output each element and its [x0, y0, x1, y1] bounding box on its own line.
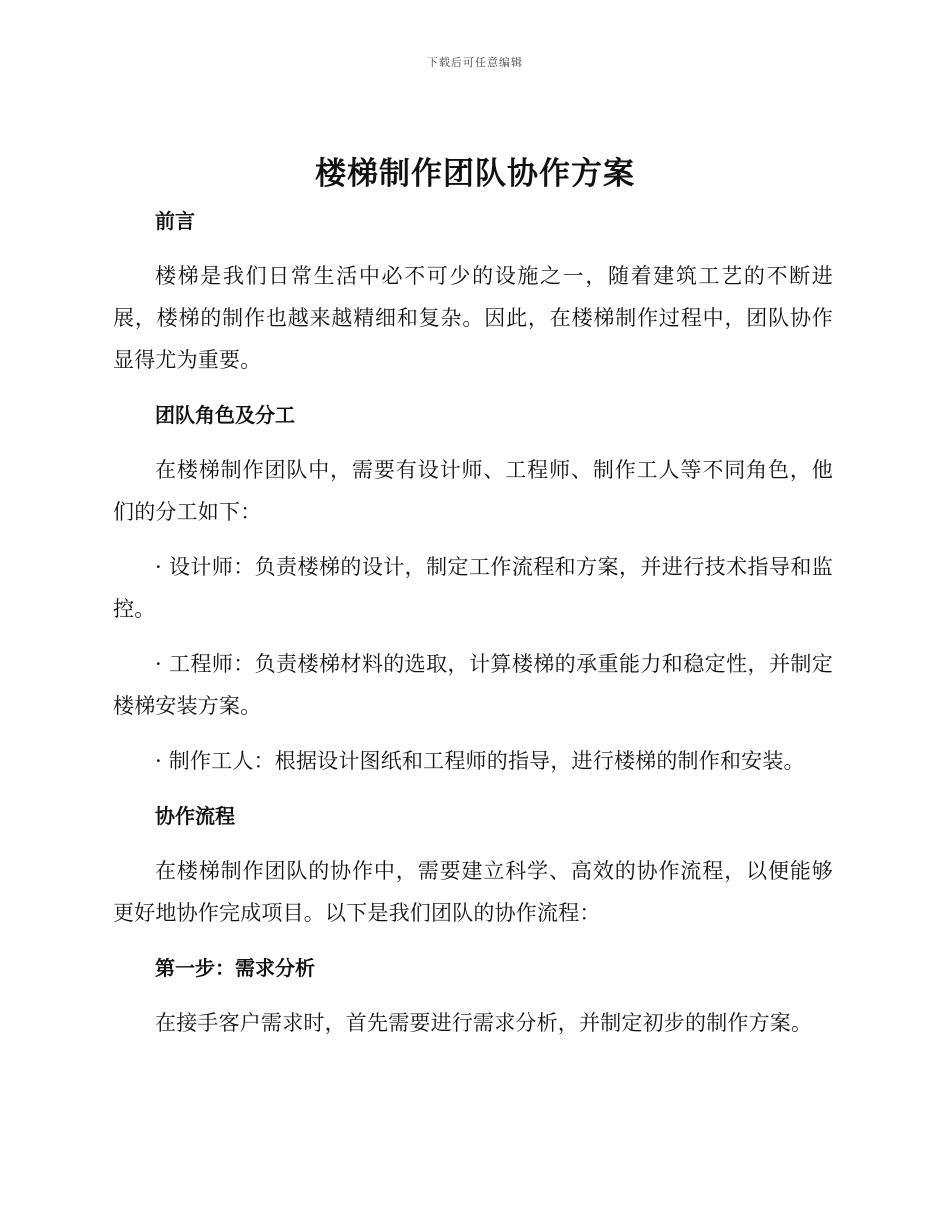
list-item-worker: · 制作工人：根据设计图纸和工程师的指导，进行楼梯的制作和安装。: [155, 749, 805, 773]
list-item-designer: · 设计师：负责楼梯的设计，制定工作流程和方案，并进行技术指导和监控。: [113, 555, 833, 621]
list-item-engineer: · 工程师：负责楼梯材料的选取，计算楼梯的承重能力和稳定性，并制定楼梯安装方案。: [113, 652, 833, 718]
document-body: [113, 200, 833, 1057]
paragraph-step1: 在接手客户需求时，首先需要进行需求分析，并制定初步的制作方案。: [155, 1011, 813, 1035]
document-title: 楼梯制作团队协作方案: [315, 156, 635, 192]
section-heading-step1: 第一步：需求分析: [155, 956, 315, 980]
section-heading-roles: 团队角色及分工: [155, 403, 295, 427]
paragraph-preface: 楼梯是我们日常生活中必不可少的设施之一，随着建筑工艺的不断进展，楼梯的制作也越来越精细和复杂。因此，在楼梯制作过程中，团队协作显得尤为重要。: [113, 264, 833, 372]
section-heading-process: 协作流程: [155, 804, 235, 828]
page-header-note: 下载后可任意编辑: [427, 56, 523, 69]
paragraph-roles-intro: 在楼梯制作团队中，需要有设计师、工程师、制作工人等不同角色，他们的分工如下：: [113, 458, 833, 524]
section-heading-preface: 前言: [155, 209, 195, 233]
paragraph-process-intro: 在楼梯制作团队的协作中，需要建立科学、高效的协作流程，以便能够更好地协作完成项目。以下是我们团队的协作流程：: [113, 859, 833, 925]
